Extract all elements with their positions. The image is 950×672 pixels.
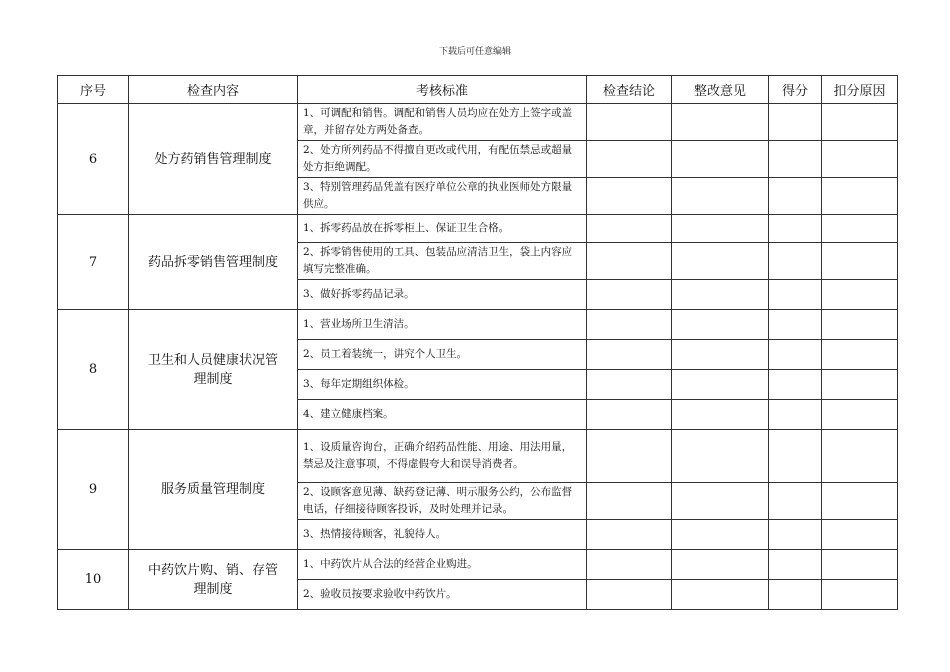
header-note: 下载后可任意编辑: [438, 47, 511, 57]
standard-cell: 2、拆零销售使用的工具、包装品应清洁卫生，袋上内容应填写完整准确。: [298, 243, 587, 280]
deduction-cell[interactable]: [822, 550, 898, 580]
score-cell[interactable]: [769, 215, 822, 243]
check-item: 卫生和人员健康状况管理制度: [129, 310, 298, 430]
score-cell[interactable]: [769, 104, 822, 141]
score-cell[interactable]: [769, 141, 822, 178]
conclusion-cell[interactable]: [587, 215, 672, 243]
rectification-cell[interactable]: [672, 340, 769, 370]
standard-cell: 4、建立健康档案。: [298, 400, 587, 430]
rectification-cell[interactable]: [672, 580, 769, 610]
conclusion-cell[interactable]: [587, 580, 672, 610]
deduction-cell[interactable]: [822, 370, 898, 400]
header-row: [58, 76, 898, 104]
conclusion-cell[interactable]: [587, 104, 672, 141]
row-number: 9: [58, 430, 129, 550]
col-header-no: 序号: [58, 76, 129, 104]
deduction-cell[interactable]: [822, 178, 898, 215]
standard-cell: 1、设质量咨询台，正确介绍药品性能、用途、用法用量，禁忌及注意事项，不得虚假夸大和误导消费者。: [298, 430, 587, 483]
standard-cell: 2、验收员按要求验收中药饮片。: [298, 580, 587, 610]
deduction-cell[interactable]: [822, 483, 898, 520]
row-number: 6: [58, 104, 129, 215]
deduction-cell[interactable]: [822, 430, 898, 483]
rectification-cell[interactable]: [672, 550, 769, 580]
score-cell[interactable]: [769, 400, 822, 430]
conclusion-cell[interactable]: [587, 280, 672, 310]
check-item: 服务质量管理制度: [129, 430, 298, 550]
rectification-cell[interactable]: [672, 400, 769, 430]
col-header-conclusion: 检查结论: [587, 76, 672, 104]
standard-cell: 2、设顾客意见薄、缺药登记薄、明示服务公约，公布监督电话，仔细接待顾客投诉，及时处理并记录。: [298, 483, 587, 520]
standard-cell: 1、营业场所卫生清洁。: [298, 310, 587, 340]
check-item: 药品拆零销售管理制度: [129, 215, 298, 310]
rectification-cell[interactable]: [672, 215, 769, 243]
conclusion-cell[interactable]: [587, 483, 672, 520]
rectification-cell[interactable]: [672, 430, 769, 483]
conclusion-cell[interactable]: [587, 430, 672, 483]
row-number: 8: [58, 310, 129, 430]
conclusion-cell[interactable]: [587, 310, 672, 340]
deduction-cell[interactable]: [822, 141, 898, 178]
deduction-cell[interactable]: [822, 310, 898, 340]
check-item: 处方药销售管理制度: [129, 104, 298, 215]
standard-cell: 2、员工着装统一，讲究个人卫生。: [298, 340, 587, 370]
col-header-deduction: 扣分原因: [822, 76, 898, 104]
score-cell[interactable]: [769, 243, 822, 280]
col-header-standard: 考核标准: [298, 76, 587, 104]
deduction-cell[interactable]: [822, 580, 898, 610]
score-cell[interactable]: [769, 483, 822, 520]
conclusion-cell[interactable]: [587, 141, 672, 178]
standard-cell: 1、拆零药品放在拆零柜上、保证卫生合格。: [298, 215, 587, 243]
deduction-cell[interactable]: [822, 104, 898, 141]
deduction-cell[interactable]: [822, 340, 898, 370]
rectification-cell[interactable]: [672, 243, 769, 280]
table-row: [58, 430, 898, 483]
standard-cell: 2、处方所列药品不得擅自更改或代用，有配伍禁忌或超量处方拒绝调配。: [298, 141, 587, 178]
score-cell[interactable]: [769, 370, 822, 400]
score-cell[interactable]: [769, 550, 822, 580]
deduction-cell[interactable]: [822, 520, 898, 550]
standard-cell: 1、中药饮片从合法的经营企业购进。: [298, 550, 587, 580]
conclusion-cell[interactable]: [587, 340, 672, 370]
row-number: 10: [58, 550, 129, 610]
conclusion-cell[interactable]: [587, 520, 672, 550]
table-row: [58, 215, 898, 243]
table-row: [58, 104, 898, 141]
score-cell[interactable]: [769, 310, 822, 340]
rectification-cell[interactable]: [672, 141, 769, 178]
conclusion-cell[interactable]: [587, 400, 672, 430]
rectification-cell[interactable]: [672, 483, 769, 520]
conclusion-cell[interactable]: [587, 178, 672, 215]
score-cell[interactable]: [769, 178, 822, 215]
rectification-cell[interactable]: [672, 178, 769, 215]
standard-cell: 3、特别管理药品凭盖有医疗单位公章的执业医师处方限量供应。: [298, 178, 587, 215]
col-header-item: 检查内容: [129, 76, 298, 104]
rectification-cell[interactable]: [672, 370, 769, 400]
rectification-cell[interactable]: [672, 310, 769, 340]
deduction-cell[interactable]: [822, 400, 898, 430]
deduction-cell[interactable]: [822, 243, 898, 280]
score-cell[interactable]: [769, 280, 822, 310]
standard-cell: 3、热情接待顾客，礼貌待人。: [298, 520, 587, 550]
table-row: [58, 310, 898, 340]
standard-cell: 1、可调配和销售。调配和销售人员均应在处方上签字或盖章，并留存处方两处备查。: [298, 104, 587, 141]
standard-cell: 3、每年定期组织体检。: [298, 370, 587, 400]
deduction-cell[interactable]: [822, 215, 898, 243]
row-number: 7: [58, 215, 129, 310]
score-cell[interactable]: [769, 430, 822, 483]
standard-cell: 3、做好拆零药品记录。: [298, 280, 587, 310]
rectification-cell[interactable]: [672, 520, 769, 550]
score-cell[interactable]: [769, 340, 822, 370]
conclusion-cell[interactable]: [587, 370, 672, 400]
col-header-rectification: 整改意见: [672, 76, 769, 104]
score-cell[interactable]: [769, 580, 822, 610]
col-header-score: 得分: [769, 76, 822, 104]
deduction-cell[interactable]: [822, 280, 898, 310]
score-cell[interactable]: [769, 520, 822, 550]
check-item: 中药饮片购、销、存管理制度: [129, 550, 298, 610]
table-row: [58, 550, 898, 580]
rectification-cell[interactable]: [672, 104, 769, 141]
conclusion-cell[interactable]: [587, 550, 672, 580]
inspection-table: [57, 75, 898, 610]
conclusion-cell[interactable]: [587, 243, 672, 280]
rectification-cell[interactable]: [672, 280, 769, 310]
